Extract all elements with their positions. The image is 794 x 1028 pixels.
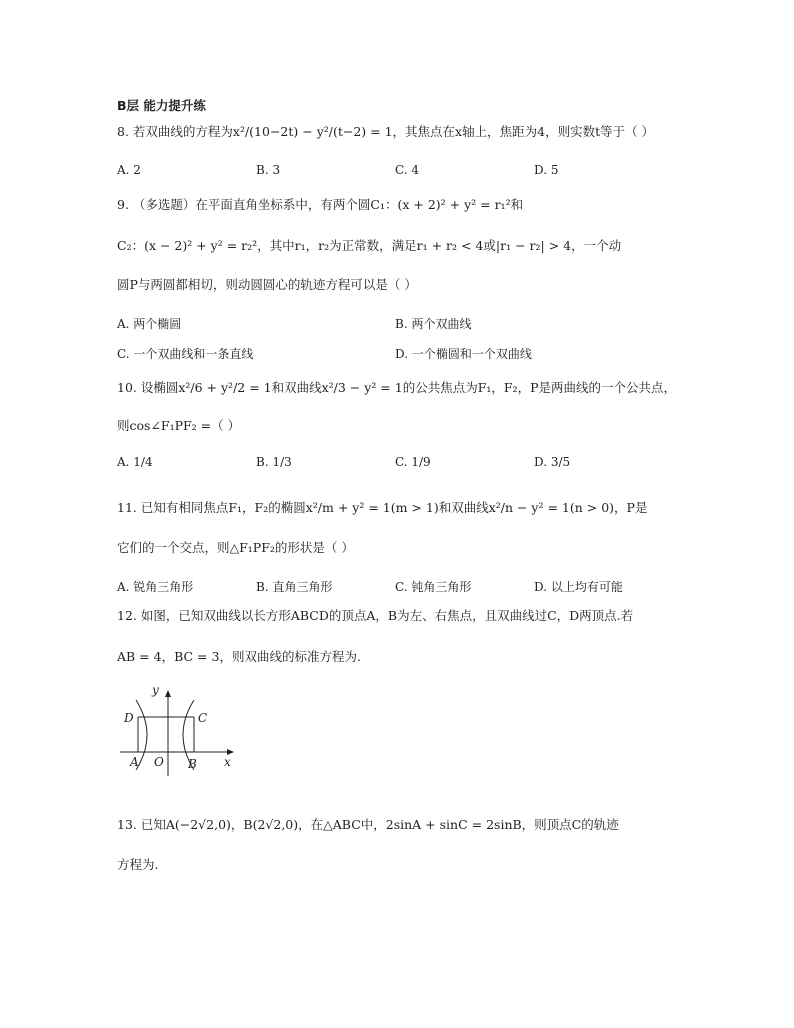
q9-option-a: A. 两个椭圆	[117, 317, 182, 331]
q9-option-b: B. 两个双曲线	[395, 317, 472, 331]
section-title: B层 能力提升练	[117, 98, 206, 113]
q10-option-b: B. 1/3	[256, 455, 292, 469]
q10-option-a: A. 1/4	[117, 455, 153, 469]
label-b: B	[188, 757, 197, 771]
question-10-stem-line-2: 则cos∠F₁PF₂ =（ ）	[117, 418, 241, 433]
question-9-stem-line-1: 9. （多选题）在平面直角坐标系中，有两个圆C₁：(x + 2)² + y² = r₁²和	[117, 197, 524, 212]
hyperbola-rectangle-figure	[112, 680, 242, 780]
question-9-stem-line-2: C₂：(x − 2)² + y² = r₂²，其中r₁，r₂为正常数，满足r₁ + r₂ < 4或|r₁ − r₂| > 4，一个动	[117, 238, 622, 253]
q8-option-a: A. 2	[117, 163, 141, 177]
q10-option-c: C. 1/9	[395, 455, 431, 469]
q9-option-d: D. 一个椭圆和一个双曲线	[395, 347, 532, 361]
question-8-stem: 8. 若双曲线的方程为x²/(10−2t) − y²/(t−2) = 1，其焦点在x轴上，焦距为4，则实数t等于（ ）	[117, 124, 655, 139]
label-a: A	[130, 755, 139, 769]
label-o: O	[154, 755, 164, 769]
y-axis-arrow	[165, 690, 171, 697]
q8-option-d: D. 5	[534, 163, 559, 177]
q11-option-b: B. 直角三角形	[256, 580, 333, 594]
q10-option-d: D. 3/5	[534, 455, 571, 469]
q8-option-b: B. 3	[256, 163, 281, 177]
question-11-stem-line-2: 它们的一个交点，则△F₁PF₂的形状是（ ）	[117, 540, 354, 555]
question-12-stem-line-1: 12. 如图，已知双曲线以长方形ABCD的顶点A，B为左、右焦点，且双曲线过C，D两顶点.若	[117, 608, 634, 623]
question-11-stem-line-1: 11. 已知有相同焦点F₁，F₂的椭圆x²/m + y² = 1(m > 1)和双曲线x²/n − y² = 1(n > 0)，P是	[117, 500, 648, 515]
question-13-stem-line-2: 方程为.	[117, 857, 159, 872]
label-x: x	[224, 755, 231, 769]
q11-option-c: C. 钝角三角形	[395, 580, 472, 594]
q11-option-a: A. 锐角三角形	[117, 580, 194, 594]
label-d: D	[124, 711, 134, 725]
label-c: C	[198, 711, 208, 725]
q9-option-c: C. 一个双曲线和一条直线	[117, 347, 254, 361]
question-9-stem-line-3: 圆P与两圆都相切，则动圆圆心的轨迹方程可以是（ ）	[117, 277, 417, 292]
label-y: y	[152, 683, 159, 697]
q8-option-c: C. 4	[395, 163, 420, 177]
question-12-stem-line-2: AB = 4，BC = 3，则双曲线的标准方程为.	[117, 649, 361, 664]
question-13-stem-line-1: 13. 已知A(−2√2,0)，B(2√2,0)，在△ABC中，2sinA + sinC = 2sinB，则顶点C的轨迹	[117, 817, 619, 832]
question-10-stem-line-1: 10. 设椭圆x²/6 + y²/2 = 1和双曲线x²/3 − y² = 1的公共焦点为F₁，F₂，P是两曲线的一个公共点，	[117, 380, 676, 395]
q11-option-d: D. 以上均有可能	[534, 580, 623, 594]
